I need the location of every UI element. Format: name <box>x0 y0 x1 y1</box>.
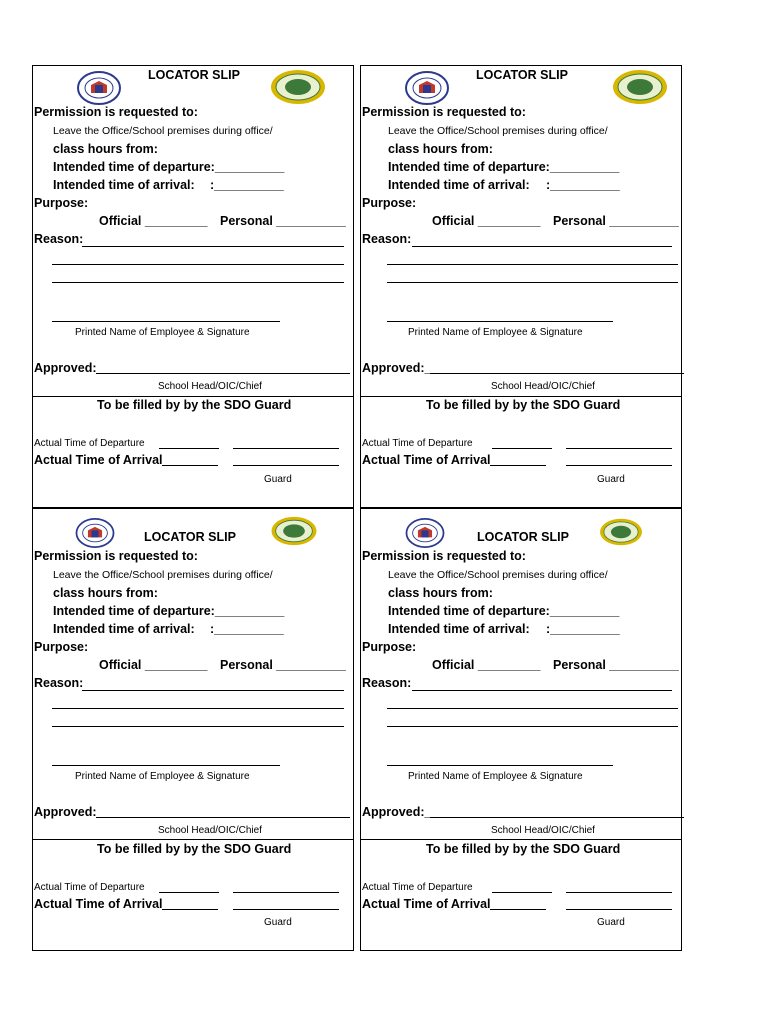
reason-label: Reason: <box>34 232 84 246</box>
reason-line <box>52 726 344 727</box>
arrival-line <box>490 909 546 910</box>
purpose-label: Purpose: <box>362 196 417 210</box>
deped-seal-icon <box>73 518 117 548</box>
printed-name-label: Printed Name of Employee & Signature <box>75 771 250 782</box>
permission-label: Permission is requested to: <box>34 549 198 563</box>
guard-header: To be filled by by the SDO Guard <box>97 842 292 856</box>
actual-arrival-label: Actual Time of Arrival <box>34 897 163 911</box>
reason-label: Reason: <box>362 232 412 246</box>
permission-label: Permission is requested to: <box>362 549 526 563</box>
slip-title: LOCATOR SLIP <box>477 530 569 544</box>
departure-field: Intended time of departure:__________ <box>53 604 285 618</box>
locator-slip-2 <box>360 65 682 509</box>
reason-line <box>387 264 678 265</box>
reason-line <box>52 264 344 265</box>
deped-seal-icon <box>77 71 121 105</box>
personal-field: Personal __________ <box>553 658 679 672</box>
approved-line <box>430 817 684 818</box>
arrival-field: :__________ <box>210 178 284 192</box>
guard-header: To be filled by by the SDO Guard <box>97 398 292 412</box>
reason-line <box>52 708 344 709</box>
class-hours-label: class hours from: <box>53 586 158 600</box>
guard-label: Guard <box>597 917 625 928</box>
signature-line <box>387 765 613 766</box>
purpose-label: Purpose: <box>362 640 417 654</box>
personal-field: Personal __________ <box>220 658 346 672</box>
deped-seal-icon <box>405 71 449 105</box>
slip-title: LOCATOR SLIP <box>476 68 568 82</box>
locator-slip-1 <box>32 65 354 509</box>
personal-field: Personal __________ <box>220 214 346 228</box>
reason-line <box>387 726 678 727</box>
arrival-label: Intended time of arrival: <box>388 178 530 192</box>
arrival-field: :__________ <box>210 622 284 636</box>
reason-line <box>52 282 344 283</box>
arrival-line <box>233 465 339 466</box>
approved-line <box>96 373 350 374</box>
departure-line <box>233 892 339 893</box>
division-seal-icon <box>270 69 326 105</box>
locator-slip-3 <box>32 508 354 952</box>
approved-label: Approved: <box>34 361 97 375</box>
deped-seal-icon <box>403 518 447 548</box>
purpose-label: Purpose: <box>34 196 89 210</box>
personal-field: Personal __________ <box>553 214 679 228</box>
reason-label: Reason: <box>362 676 412 690</box>
permission-label: Permission is requested to: <box>362 105 526 119</box>
departure-line <box>492 448 552 449</box>
school-head-label: School Head/OIC/Chief <box>491 381 595 392</box>
actual-departure-label: Actual Time of Departure <box>34 438 145 449</box>
actual-departure-label: Actual Time of Departure <box>362 882 473 893</box>
departure-field: Intended time of departure:__________ <box>388 160 620 174</box>
arrival-line <box>566 909 672 910</box>
class-hours-label: class hours from: <box>388 586 493 600</box>
approved-line <box>430 373 684 374</box>
arrival-line <box>162 909 218 910</box>
reason-line <box>412 246 672 247</box>
approved-label: Approved: <box>34 805 97 819</box>
arrival-field: :__________ <box>546 622 620 636</box>
division-seal-icon <box>599 518 643 546</box>
leave-label: Leave the Office/School premises during office/ <box>388 125 608 137</box>
departure-line <box>566 892 672 893</box>
actual-arrival-label: Actual Time of Arrival <box>362 453 491 467</box>
departure-line <box>492 892 552 893</box>
guard-header: To be filled by by the SDO Guard <box>426 842 621 856</box>
reason-line <box>387 282 678 283</box>
reason-line <box>412 690 672 691</box>
division-seal-icon <box>612 69 668 105</box>
guard-label: Guard <box>264 917 292 928</box>
arrival-label: Intended time of arrival: <box>388 622 530 636</box>
departure-line <box>566 448 672 449</box>
departure-line <box>233 448 339 449</box>
school-head-label: School Head/OIC/Chief <box>491 825 595 836</box>
official-field: Official _________ <box>99 658 208 672</box>
signature-line <box>52 321 280 322</box>
actual-arrival-label: Actual Time of Arrival <box>362 897 491 911</box>
signature-line <box>52 765 280 766</box>
arrival-line <box>233 909 339 910</box>
division-seal-icon <box>270 516 318 546</box>
permission-label: Permission is requested to: <box>34 105 198 119</box>
departure-field: Intended time of departure:__________ <box>53 160 285 174</box>
class-hours-label: class hours from: <box>388 142 493 156</box>
arrival-line <box>490 465 546 466</box>
guard-label: Guard <box>597 474 625 485</box>
slip-title: LOCATOR SLIP <box>144 530 236 544</box>
school-head-label: School Head/OIC/Chief <box>158 381 262 392</box>
departure-line <box>159 448 219 449</box>
leave-label: Leave the Office/School premises during office/ <box>53 125 273 137</box>
reason-line <box>82 690 344 691</box>
leave-label: Leave the Office/School premises during office/ <box>388 569 608 581</box>
approved-label: Approved:_ <box>362 361 432 375</box>
approved-line <box>96 817 350 818</box>
official-field: Official _________ <box>432 658 541 672</box>
slip-title: LOCATOR SLIP <box>148 68 240 82</box>
approved-label: Approved:_ <box>362 805 432 819</box>
departure-field: Intended time of departure:__________ <box>388 604 620 618</box>
reason-label: Reason: <box>34 676 84 690</box>
arrival-line <box>162 465 218 466</box>
locator-slip-4 <box>360 508 682 952</box>
class-hours-label: class hours from: <box>53 142 158 156</box>
departure-line <box>159 892 219 893</box>
printed-name-label: Printed Name of Employee & Signature <box>408 327 583 338</box>
reason-line <box>82 246 344 247</box>
actual-arrival-label: Actual Time of Arrival <box>34 453 163 467</box>
arrival-field: :__________ <box>546 178 620 192</box>
actual-departure-label: Actual Time of Departure <box>362 438 473 449</box>
guard-label: Guard <box>264 474 292 485</box>
official-field: Official _________ <box>99 214 208 228</box>
leave-label: Leave the Office/School premises during office/ <box>53 569 273 581</box>
arrival-label: Intended time of arrival: <box>53 178 195 192</box>
reason-line <box>387 708 678 709</box>
actual-departure-label: Actual Time of Departure <box>34 882 145 893</box>
purpose-label: Purpose: <box>34 640 89 654</box>
printed-name-label: Printed Name of Employee & Signature <box>408 771 583 782</box>
official-field: Official _________ <box>432 214 541 228</box>
arrival-line <box>566 465 672 466</box>
printed-name-label: Printed Name of Employee & Signature <box>75 327 250 338</box>
school-head-label: School Head/OIC/Chief <box>158 825 262 836</box>
guard-header: To be filled by by the SDO Guard <box>426 398 621 412</box>
arrival-label: Intended time of arrival: <box>53 622 195 636</box>
signature-line <box>387 321 613 322</box>
